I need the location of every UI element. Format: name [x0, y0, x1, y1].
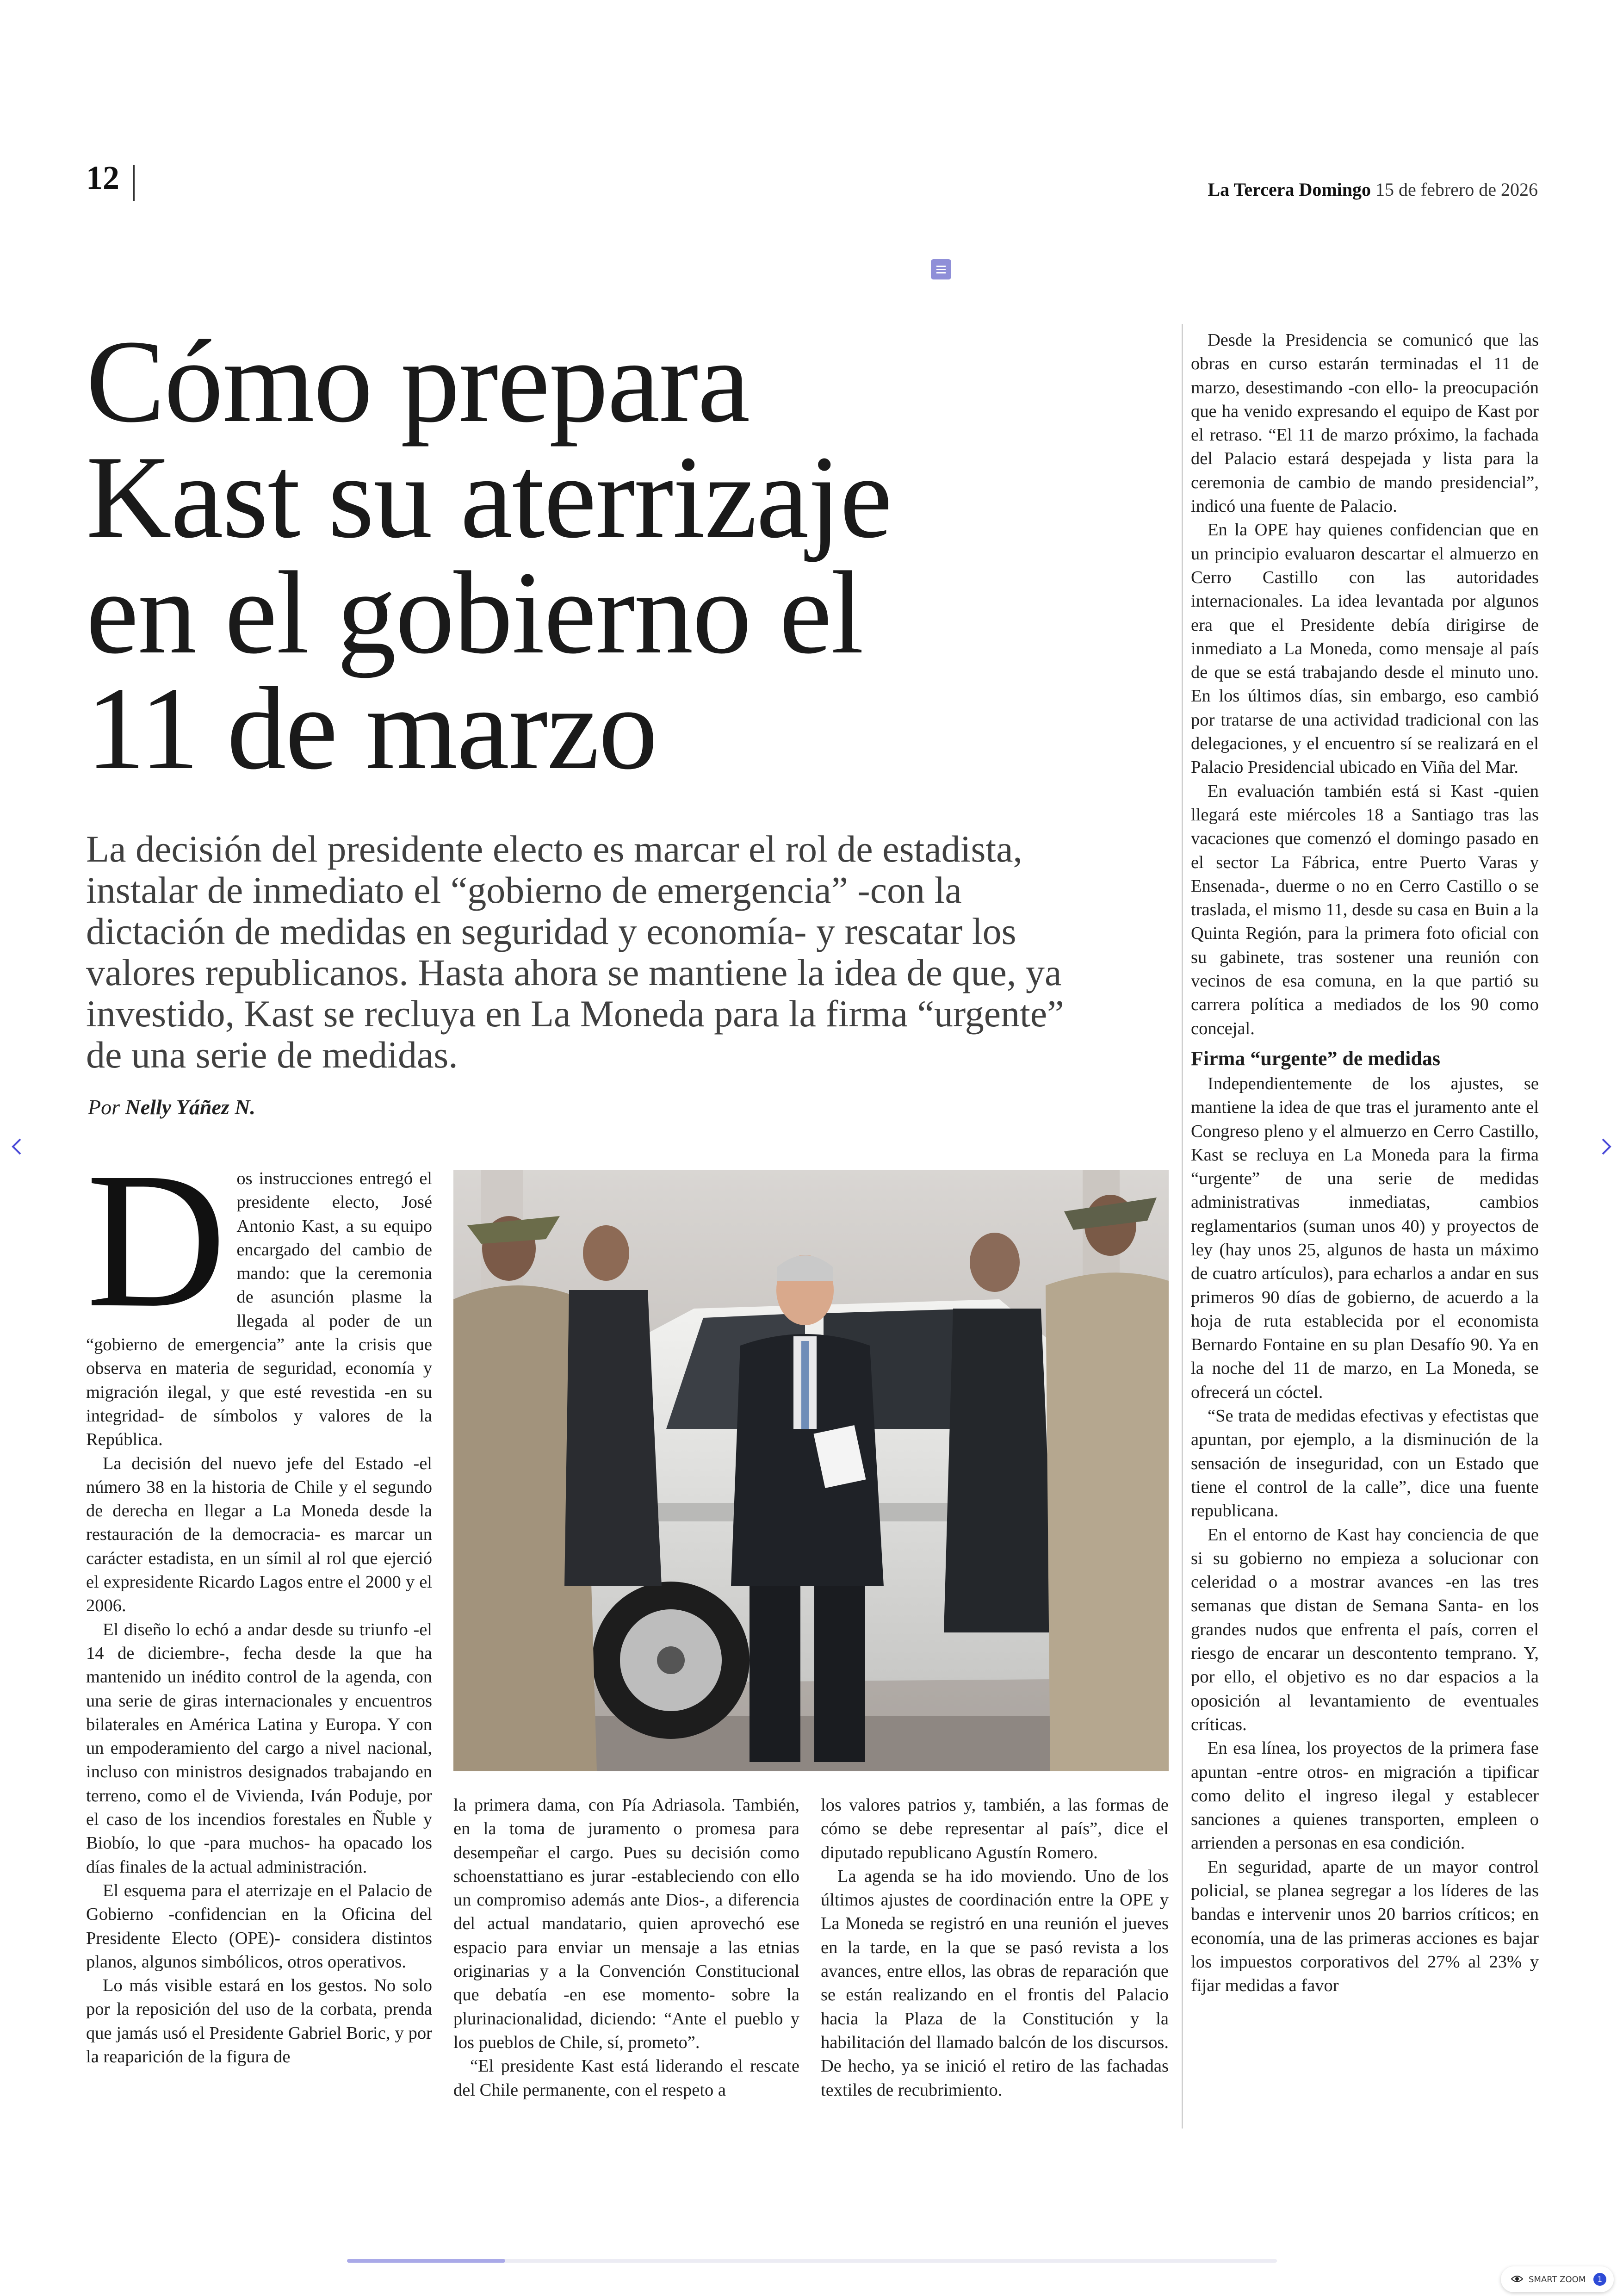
eye-icon — [1511, 2275, 1523, 2283]
publication-name: La Tercera Domingo — [1208, 179, 1371, 200]
paragraph: En la OPE hay quienes confidencian que en un principio evaluaron descartar el almuerzo en Cerro Castillo con las autoridades internacionales. La idea levantada por algunos era que el Presidente debía dirigirse de inmediato a La Moneda, como mensaje al país de que se está trabajando desde el minuto uno. En los últimos días, sin embargo, eso cambió por tratarse de una actividad tradicional con las delegaciones, y el encuentro sí se realizará en el Palacio Presidencial ubicado en Viña del Mar. — [1191, 520, 1539, 777]
paragraph: La agenda se ha ido moviendo. Uno de los últimos ajustes de coordinación entre la OPE y La Moneda se registró en una reunión el jueves en la tarde, en la que se pasó revista a los avances, entre ellos, las obras de reparación que se están realizando en el frontis del Palacio hacia la Plaza de la Constitución y la habilitación del llamado balcón de los discursos. De hecho, ya se inició el retiro de las fachadas textiles de recubrimiento. — [821, 1866, 1169, 2100]
paragraph: En seguridad, aparte de un mayor control policial, se planea segregar a los líderes de las bandas e intervenir unos 20 barrios críticos; en economía, una de las primeras acciones es bajar los impuestos corporativos del 27% al 23% y fijar medidas a favor — [1191, 1857, 1539, 1996]
masthead — [1208, 179, 1538, 200]
deck-line: instalar de inmediato el “gobierno de emergencia” -con la — [86, 869, 962, 911]
body-column-1 — [86, 1132, 432, 2069]
next-page-button[interactable] — [1592, 1133, 1620, 1160]
paragraph: En el entorno de Kast hay conciencia de que si su gobierno no empieza a solucionar con celeridad o a mostrar avances -en las tres semanas que distan de Semana Santa- en los grandes nudos que enfrenta el país, corren el riesgo de encarar un descontento temprano. Y, por ello, el objetivo es no dar espacios a la oposición al levantamiento de eventuales críticas. — [1191, 1525, 1539, 1734]
deck-line: valores republicanos. Hasta ahora se mantiene la idea de que, ya — [86, 951, 1062, 993]
byline — [88, 1095, 255, 1119]
paragraph: El esquema para el aterrizaje en el Palacio de Gobierno -confidencian en la Oficina del Presidente Electo (OPE)- considera distintos planos, algunos simbólicos, otros operativos. — [86, 1880, 432, 1972]
page-number: 12 — [86, 159, 119, 196]
deck-line: dictación de medidas en seguridad y economía- y rescatar los — [86, 910, 1016, 952]
smart-zoom-badge: 1 — [1593, 2273, 1606, 2286]
paragraph: “El presidente Kast está liderando el rescate del Chile permanente, con el respeto a — [453, 2056, 799, 2100]
paragraph: la primera dama, con Pía Adriasola. También, en la toma de juramento o promesa para desempeñar el cargo. Pues su decisión como schoenstattiano es jurar -estableciendo con ello un compromiso además ante Dios-, a diferencia del actual mandatario, quien aprovechó ese espacio para enviar un mensaje a las etnias originarias y a la Convención Constitucional que debatía -en ese momento- sobre la plurinacionalidad, diciendo: “Ante el pueblo y los pueblos de Chile, sí, prometo”. — [453, 1795, 799, 2052]
deck-line: investido, Kast se recluya en La Moneda para la firma “urgente” — [86, 993, 1064, 1035]
headline-line: en el gobierno el — [86, 547, 863, 678]
deck — [86, 828, 1127, 1075]
subheading: Firma “urgente” de medidas — [1191, 1047, 1440, 1070]
byline-prefix: Por — [88, 1095, 120, 1119]
body-column-2 — [453, 1793, 799, 2102]
body-column-3 — [821, 1793, 1169, 2102]
chevron-left-icon — [3, 1133, 31, 1160]
deck-line: de una serie de medidas. — [86, 1034, 458, 1076]
paragraph: “Se trata de medidas efectivas y efectistas que apuntan, por ejemplo, a la disminución de la sensación de inseguridad, con un Estado que tiene el control de la calle”, dice una fuente republicana. — [1191, 1406, 1539, 1521]
headline-line: 11 de marzo — [86, 663, 657, 794]
dropcap: D — [86, 1132, 227, 1347]
paragraph: os instrucciones entregó el presidente electo, José Antonio Kast, a su equipo encargado del cambio de mando: que la ceremonia de asunción plasme la llegada al poder de un “gobierno de emergencia” ante la crisis que observa en materia de seguridad, economía y migración ilegal, y que esté revestida -en su integridad- de símbolos y valores de la República. — [86, 1169, 432, 1450]
smart-zoom-label: SMART ZOOM — [1529, 2275, 1586, 2284]
headline-line: Cómo prepara — [86, 316, 750, 447]
paragraph: Independientemente de los ajustes, se mantiene la idea de que tras el juramento ante el Congreso pleno y el almuerzo en Cerro Castillo, Kast se recluya en La Moneda para la firma “urgente” de una serie de medidas administrativas inmediatas, cambios reglamentarios (suman unos 40) y proyectos de ley (hay unos 25, algunos de hasta un máximo de cuatro artículos), para echarlos a andar en sus primeros 90 días de gobierno, de acuerdo a la hoja de ruta establecida por el economista Bernardo Fontaine en su plan Desafío 90. Ya en la noche del 11 de marzo, en La Moneda, se ofrecerá un cóctel. — [1191, 1074, 1539, 1402]
paragraph: Desde la Presidencia se comunicó que las obras en curso estarán terminadas el 11 de marzo, desestimando -con ello- la preocupación que ha venido expresando el equipo de Kast por el retraso. “El 11 de marzo próximo, la fachada del Palacio estará despejada y lista para la ceremonia de cambio de mando presidencial”, indicó una fuente de Palacio. — [1191, 330, 1539, 516]
body-column-4 — [1191, 329, 1539, 1998]
smart-zoom-button[interactable] — [1501, 2266, 1614, 2292]
reading-progress-fill — [347, 2259, 505, 2263]
deck-line: La decisión del presidente electo es marcar el rol de estadista, — [86, 828, 1023, 870]
chevron-right-icon — [1592, 1133, 1620, 1160]
headline — [86, 316, 1113, 794]
header-divider — [133, 165, 135, 201]
paragraph: El diseño lo echó a andar desde su triunfo -el 14 de diciembre-, fecha desde la que ha mantenido un inédito control de la agenda, con una serie de giras internacionales y encuentros bilaterales en América Latina y Europa. Y con un empoderamiento del cargo a nivel nacional, incluso con ministros designados trabajando en terreno, como el de Vivienda, Iván Poduje, por el caso de los incendios forestales en Ñuble y Biobío, lo que -para muchos- ha opacado los días finales de la actual administración. — [86, 1620, 432, 1877]
paragraph: La decisión del nuevo jefe del Estado -el número 38 en la historia de Chile y el segundo de derecha en llegar a La Moneda desde la restauración de la democracia- es marcar un carácter estadista, en un símil al rol que ejerció el expresidente Ricardo Lagos entre el 2000 y el 2006. — [86, 1453, 432, 1616]
previous-page-button[interactable] — [3, 1133, 31, 1160]
headline-line: Kast su aterrizaje — [86, 432, 892, 563]
column-divider — [1182, 324, 1183, 2128]
paragraph: En evaluación también está si Kast -quien llegará este miércoles 18 a Santiago tras las vacaciones que comenzó el domingo pasado en el sector La Fábrica, entre Puerto Varas y Ensenada-, duerme o no en Cerro Castillo o se traslada, el mismo 11, desde su casa en Buin a la Quinta Región, para la primera foto oficial con su gabinete, tras sostener una reunión con vecinos de esa comuna, en la que partió su carrera política a mediados de los 90 como concejal. — [1191, 781, 1539, 1038]
byline-author: Nelly Yáñez N. — [125, 1095, 256, 1119]
paragraph: los valores patrios y, también, a las formas de cómo se debe representar al país”, dice el diputado republicano Agustín Romero. — [821, 1795, 1169, 1862]
article-photo — [453, 1170, 1169, 1771]
paragraph: Lo más visible estará en los gestos. No solo por la reposición del uso de la corbata, prenda que jamás usó el Presidente Gabriel Boric, y por la reaparición de la figura de — [86, 1976, 432, 2066]
paragraph: En esa línea, los proyectos de la primera fase apuntan -entre otros- en migración a tipificar como delito el ingreso ilegal y establecer sanciones a quienes transporten, empleen o arrienden a personas en esa condición. — [1191, 1738, 1539, 1853]
note-icon[interactable] — [931, 259, 951, 279]
issue-date: 15 de febrero de 2026 — [1375, 179, 1538, 200]
